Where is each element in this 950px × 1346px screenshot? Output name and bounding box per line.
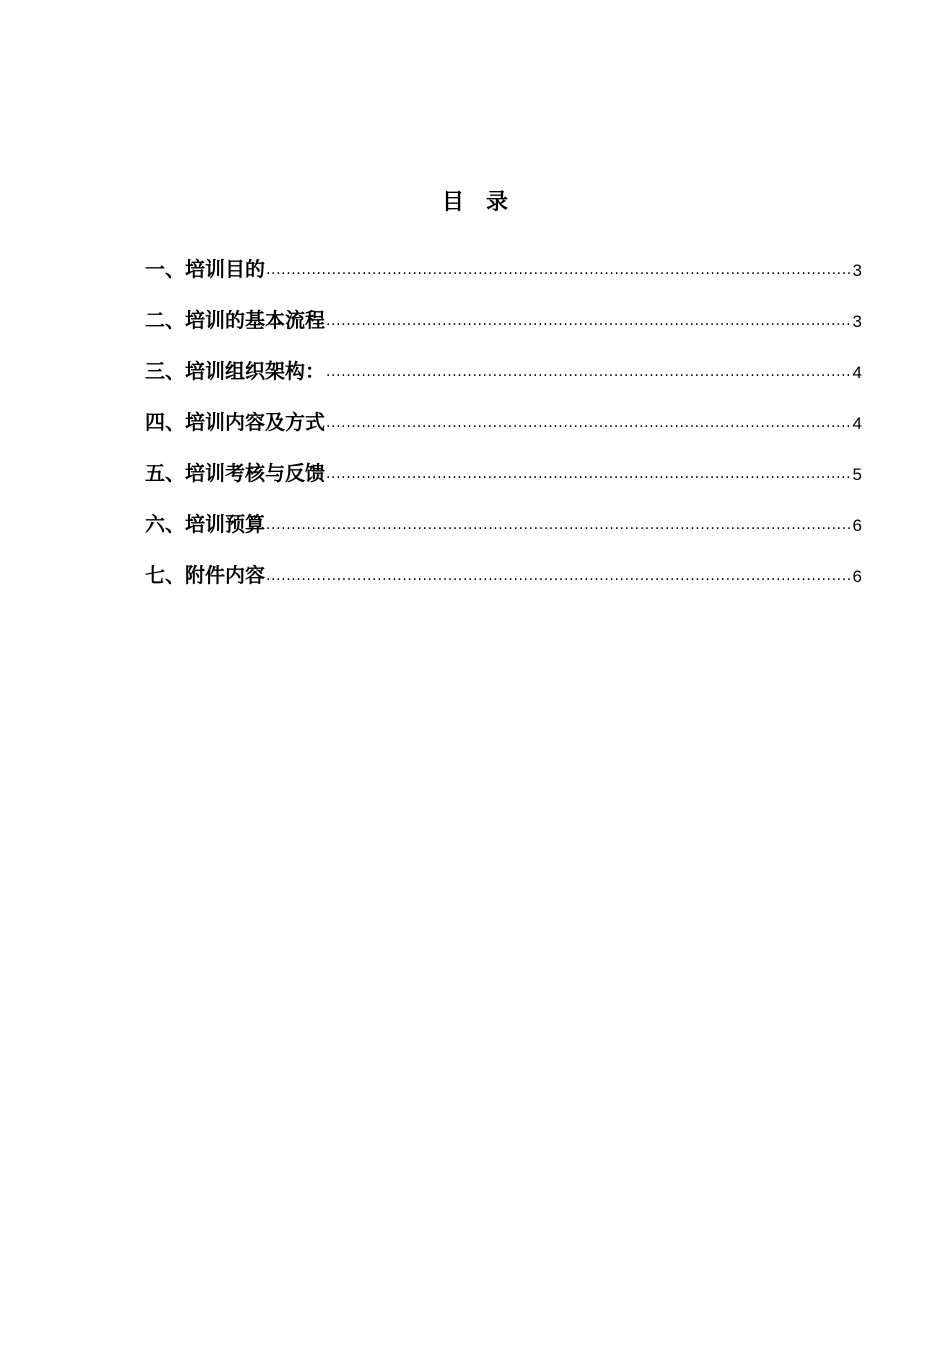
toc-page-number: 3 [852,312,862,331]
toc-dot-leader [326,467,851,481]
toc-entry-6[interactable] [145,507,862,558]
table-of-contents [145,252,862,609]
toc-page-number: 6 [852,516,862,535]
toc-entry-1[interactable] [145,252,862,303]
toc-entry-5[interactable] [145,456,862,507]
toc-dot-leader [326,314,851,328]
toc-entry-2[interactable] [145,303,862,354]
toc-entry-label: 六、培训预算 [145,512,265,536]
toc-dot-leader [266,263,851,277]
toc-page-number: 4 [852,414,862,433]
toc-page-number: 3 [852,261,862,280]
toc-entry-4[interactable] [145,405,862,456]
toc-title: 目 录 [441,190,508,215]
toc-entry-3[interactable] [145,354,862,405]
toc-dot-leader [326,416,851,430]
toc-entry-label: 五、培训考核与反馈 [145,461,325,485]
toc-page-number: 5 [852,465,862,484]
toc-entry-label: 四、培训内容及方式 [145,410,325,434]
toc-entry-label: 一、培训目的 [145,257,265,281]
toc-entry-label: 三、培训组织架构： [145,359,325,383]
toc-page-number: 6 [852,567,862,586]
toc-dot-leader [266,569,851,583]
toc-page-number: 4 [852,363,862,382]
toc-dot-leader [266,518,851,532]
toc-entry-label: 二、培训的基本流程 [145,308,325,332]
toc-dot-leader [326,365,851,379]
toc-entry-7[interactable] [145,558,862,609]
toc-entry-label: 七、附件内容 [145,563,265,587]
